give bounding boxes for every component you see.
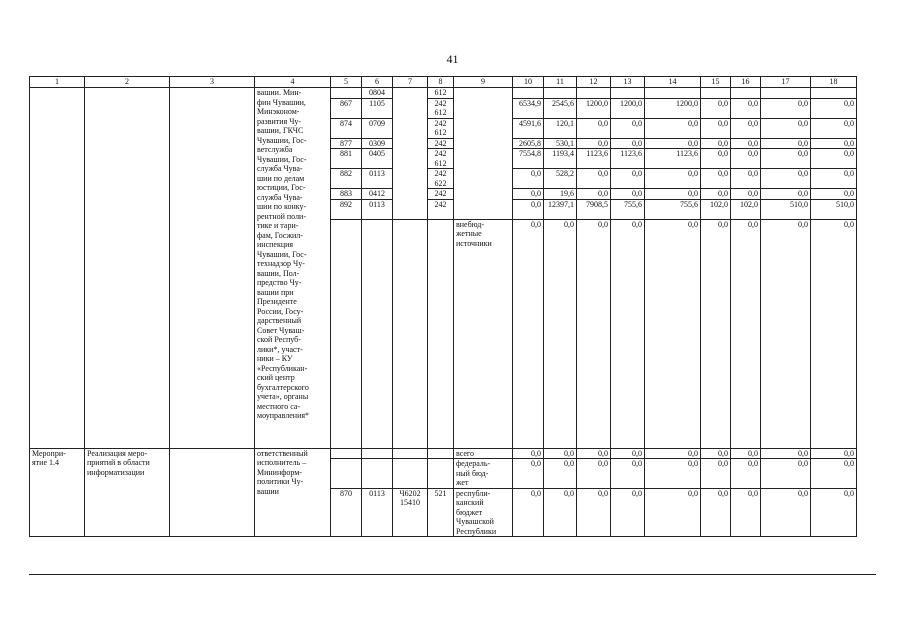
header-cell-12: 12 — [577, 77, 611, 88]
table-row — [30, 448, 857, 459]
value-cell-10 — [513, 88, 544, 99]
value-cell-10: 0,0 — [513, 448, 544, 459]
header-cell-9: 9 — [454, 77, 513, 88]
header-cell-13: 13 — [611, 77, 645, 88]
value-cell-17: 0,0 — [761, 138, 811, 149]
value-cell-10: 7554,8 — [513, 149, 544, 169]
cell-gr: 882 — [331, 169, 362, 189]
value-cell-13: 0,0 — [611, 118, 645, 138]
value-cell-18: 0,0 — [811, 448, 857, 459]
value-cell-17: 0,0 — [761, 149, 811, 169]
value-cell-16: 0,0 — [731, 98, 761, 118]
value-cell-10: 0,0 — [513, 219, 544, 448]
cell-vr: 242 612 — [428, 98, 454, 118]
cell-gr — [331, 88, 362, 99]
event-number-cell: Меропри- ятие 1.4 — [30, 448, 85, 537]
value-cell-10: 0,0 — [513, 189, 544, 200]
value-cell-18: 0,0 — [811, 459, 857, 489]
value-cell-12 — [577, 88, 611, 99]
value-cell-10: 4591,6 — [513, 118, 544, 138]
header-cell-2: 2 — [85, 77, 170, 88]
value-cell-16: 0,0 — [731, 169, 761, 189]
header-cell-5: 5 — [331, 77, 362, 88]
cell-vr: 242 — [428, 138, 454, 149]
header-cell-17: 17 — [761, 77, 811, 88]
value-cell-15: 102,0 — [701, 199, 731, 219]
cell-vr — [428, 448, 454, 459]
value-cell-12: 1123,6 — [577, 149, 611, 169]
header-cell-6: 6 — [362, 77, 393, 88]
cell-vr: 242 622 — [428, 169, 454, 189]
value-cell-13 — [611, 88, 645, 99]
cell-rz: 0113 — [362, 488, 393, 537]
value-cell-15: 0,0 — [701, 488, 731, 537]
value-cell-15: 0,0 — [701, 149, 731, 169]
value-cell-10: 0,0 — [513, 199, 544, 219]
value-cell-10: 6534,9 — [513, 98, 544, 118]
value-cell-13: 0,0 — [611, 459, 645, 489]
header-cell-18: 18 — [811, 77, 857, 88]
value-cell-12: 0,0 — [577, 118, 611, 138]
value-cell-15: 0,0 — [701, 138, 731, 149]
header-cell-3: 3 — [170, 77, 255, 88]
value-cell-14 — [645, 88, 701, 99]
header-cell-8: 8 — [428, 77, 454, 88]
header-cell-11: 11 — [544, 77, 577, 88]
value-cell-11: 0,0 — [544, 219, 577, 448]
value-cell-16: 0,0 — [731, 189, 761, 200]
cell-vr: 242 — [428, 189, 454, 200]
value-cell-16: 0,0 — [731, 448, 761, 459]
header-cell-10: 10 — [513, 77, 544, 88]
value-cell-15: 0,0 — [701, 189, 731, 200]
value-cell-13: 0,0 — [611, 189, 645, 200]
cell-rz — [362, 448, 393, 459]
header-cell-15: 15 — [701, 77, 731, 88]
value-cell-17: 0,0 — [761, 488, 811, 537]
value-cell-14: 1200,0 — [645, 98, 701, 118]
cell-rz: 0113 — [362, 169, 393, 189]
value-cell-15: 0,0 — [701, 219, 731, 448]
event-name-cell: Реализация меро- приятий в области информатизации — [85, 448, 170, 537]
value-cell-15: 0,0 — [701, 118, 731, 138]
executors-cell: вашии. Мин- фин Чувашии, Минэконом- развития Чу- вашии, ГКЧС Чувашии, Гос- ветслужба Чувашии, Гос- служба Чува- шии по делам юстиции, Гос- служба Чува- шии по конку- рентной поли- тике и тари- фам, Госжил- инспекция Чувашии, Гос- технадзор Чу- вашии, Пол- предство Чу- вашии при Президенте России, Госу- дарственный Совет Чуваш- ской Респуб- лики*, участ- ники – КУ «Республикан- ский центр бухгалтерского учета», органы местного са- моуправления* — [255, 88, 331, 449]
value-cell-18 — [811, 88, 857, 99]
cell-rz: 0709 — [362, 118, 393, 138]
value-cell-14: 0,0 — [645, 488, 701, 537]
cell-gr: 881 — [331, 149, 362, 169]
value-cell-11: 120,1 — [544, 118, 577, 138]
cell-col1 — [30, 88, 85, 449]
header-cell-14: 14 — [645, 77, 701, 88]
value-cell-12: 1200,0 — [577, 98, 611, 118]
cell-rz — [362, 459, 393, 489]
value-cell-16: 0,0 — [731, 219, 761, 448]
value-cell-18: 0,0 — [811, 98, 857, 118]
value-cell-18: 0,0 — [811, 149, 857, 169]
value-cell-11: 2545,6 — [544, 98, 577, 118]
value-cell-12: 0,0 — [577, 488, 611, 537]
cell-rz — [362, 219, 393, 448]
header-cell-1: 1 — [30, 77, 85, 88]
cell-rz: 0412 — [362, 189, 393, 200]
table-row — [30, 88, 857, 99]
cell-col3 — [170, 448, 255, 537]
value-cell-14: 0,0 — [645, 138, 701, 149]
value-cell-11: 12397,1 — [544, 199, 577, 219]
cell-vr — [428, 459, 454, 489]
cell-vr: 242 — [428, 199, 454, 219]
source-cell: внебюд- жетные источники — [454, 219, 513, 448]
cell-csr — [393, 459, 428, 489]
value-cell-13: 1200,0 — [611, 98, 645, 118]
value-cell-16: 0,0 — [731, 459, 761, 489]
cell-rz: 0405 — [362, 149, 393, 169]
value-cell-18: 0,0 — [811, 219, 857, 448]
value-cell-14: 0,0 — [645, 169, 701, 189]
value-cell-14: 0,0 — [645, 448, 701, 459]
cell-gr: 870 — [331, 488, 362, 537]
value-cell-16: 0,0 — [731, 118, 761, 138]
value-cell-17: 510,0 — [761, 199, 811, 219]
cell-gr: 874 — [331, 118, 362, 138]
value-cell-18: 0,0 — [811, 488, 857, 537]
executors-cell: ответственный исполнитель – Мининформ- политики Чу- вашии — [255, 448, 331, 537]
cell-gr: 883 — [331, 189, 362, 200]
cell-vr: 612 — [428, 88, 454, 99]
table-bottom-rule — [29, 574, 876, 575]
value-cell-10: 0,0 — [513, 488, 544, 537]
value-cell-12: 0,0 — [577, 459, 611, 489]
value-cell-17: 0,0 — [761, 448, 811, 459]
value-cell-17: 0,0 — [761, 169, 811, 189]
source-cell: федераль- ный бюд- жет — [454, 459, 513, 489]
page-number: 41 — [446, 52, 459, 66]
cell-gr: 867 — [331, 98, 362, 118]
header-cell-16: 16 — [731, 77, 761, 88]
value-cell-17: 0,0 — [761, 118, 811, 138]
value-cell-11 — [544, 88, 577, 99]
value-cell-12: 0,0 — [577, 138, 611, 149]
value-cell-18: 0,0 — [811, 138, 857, 149]
cell-source — [454, 88, 513, 220]
header-row — [30, 77, 857, 88]
cell-gr: 892 — [331, 199, 362, 219]
value-cell-15: 0,0 — [701, 448, 731, 459]
value-cell-12: 0,0 — [577, 189, 611, 200]
cell-vr: 242 612 — [428, 149, 454, 169]
value-cell-15: 0,0 — [701, 98, 731, 118]
value-cell-16: 0,0 — [731, 138, 761, 149]
value-cell-16: 102,0 — [731, 199, 761, 219]
value-cell-12: 0,0 — [577, 169, 611, 189]
value-cell-16: 0,0 — [731, 149, 761, 169]
cell-col3 — [170, 88, 255, 449]
value-cell-14: 755,6 — [645, 199, 701, 219]
value-cell-15: 0,0 — [701, 169, 731, 189]
cell-gr — [331, 219, 362, 448]
cell-csr: Ч6202 15410 — [393, 488, 428, 537]
value-cell-13: 0,0 — [611, 488, 645, 537]
value-cell-14: 0,0 — [645, 189, 701, 200]
value-cell-13: 0,0 — [611, 169, 645, 189]
value-cell-17: 0,0 — [761, 189, 811, 200]
value-cell-12: 7908,5 — [577, 199, 611, 219]
source-cell: республи- канский бюджет Чувашской Республики — [454, 488, 513, 537]
cell-rz: 0804 — [362, 88, 393, 99]
value-cell-14: 0,0 — [645, 118, 701, 138]
value-cell-13: 0,0 — [611, 138, 645, 149]
value-cell-11: 0,0 — [544, 448, 577, 459]
value-cell-10: 2605,8 — [513, 138, 544, 149]
value-cell-11: 0,0 — [544, 459, 577, 489]
cell-csr — [393, 448, 428, 459]
cell-rz: 1105 — [362, 98, 393, 118]
value-cell-14: 0,0 — [645, 219, 701, 448]
value-cell-12: 0,0 — [577, 448, 611, 459]
value-cell-15 — [701, 88, 731, 99]
value-cell-10: 0,0 — [513, 169, 544, 189]
value-cell-13: 755,6 — [611, 199, 645, 219]
value-cell-11: 19,6 — [544, 189, 577, 200]
value-cell-17: 0,0 — [761, 459, 811, 489]
value-cell-18: 0,0 — [811, 118, 857, 138]
cell-gr — [331, 459, 362, 489]
cell-gr — [331, 448, 362, 459]
cell-rz: 0113 — [362, 199, 393, 219]
value-cell-11: 530,1 — [544, 138, 577, 149]
value-cell-11: 0,0 — [544, 488, 577, 537]
value-cell-13: 0,0 — [611, 448, 645, 459]
value-cell-17: 0,0 — [761, 98, 811, 118]
value-cell-13: 1123,6 — [611, 149, 645, 169]
value-cell-18: 0,0 — [811, 189, 857, 200]
value-cell-14: 1123,6 — [645, 149, 701, 169]
cell-gr: 877 — [331, 138, 362, 149]
header-cell-4: 4 — [255, 77, 331, 88]
cell-col7 — [393, 219, 428, 448]
budget-table — [29, 76, 857, 537]
value-cell-14: 0,0 — [645, 459, 701, 489]
value-cell-17: 0,0 — [761, 219, 811, 448]
value-cell-16 — [731, 88, 761, 99]
cell-vr: 521 — [428, 488, 454, 537]
source-cell: всего — [454, 448, 513, 459]
cell-col7 — [393, 88, 428, 220]
value-cell-12: 0,0 — [577, 219, 611, 448]
header-cell-7: 7 — [393, 77, 428, 88]
cell-vr: 242 612 — [428, 118, 454, 138]
value-cell-13: 0,0 — [611, 219, 645, 448]
value-cell-11: 528,2 — [544, 169, 577, 189]
cell-col2 — [85, 88, 170, 449]
value-cell-16: 0,0 — [731, 488, 761, 537]
value-cell-10: 0,0 — [513, 459, 544, 489]
value-cell-15: 0,0 — [701, 459, 731, 489]
cell-rz: 0309 — [362, 138, 393, 149]
cell-vr — [428, 219, 454, 448]
value-cell-18: 510,0 — [811, 199, 857, 219]
value-cell-17 — [761, 88, 811, 99]
value-cell-18: 0,0 — [811, 169, 857, 189]
value-cell-11: 1193,4 — [544, 149, 577, 169]
